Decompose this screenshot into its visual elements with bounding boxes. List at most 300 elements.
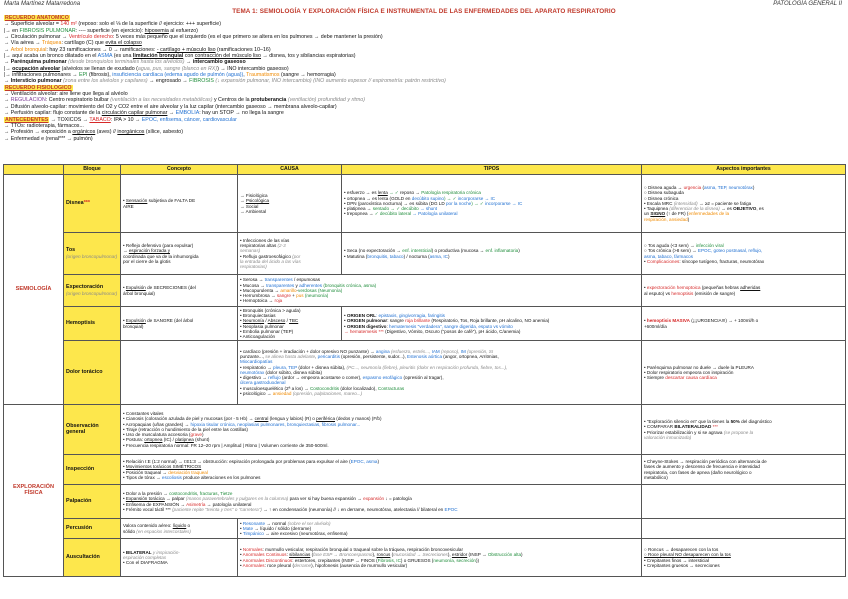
text-run: ○ Disnea aguda → bbox=[644, 184, 684, 190]
text-run: hipoxia tisular crónica, neoplasias pulmonares, bronquiectasias, fibrosis pulmonar... bbox=[190, 421, 361, 427]
text-run: (aves) // bbox=[95, 129, 118, 136]
text-run: FIBROSIS PULMONAR bbox=[19, 27, 76, 34]
text-run: reposo → bbox=[398, 190, 422, 196]
text-run: ) bbox=[291, 328, 294, 334]
text-run: ocupación alveolar bbox=[12, 65, 61, 72]
text-run: *** bbox=[83, 199, 90, 206]
text-run: inorgánicos bbox=[117, 129, 145, 136]
text-run: , bbox=[197, 490, 200, 496]
text-run: (manos paravertebrales y pulgares en la columna) bbox=[185, 496, 289, 502]
text-run: (Respiratorio, Tos, Roja brillante, pH alcalino, NO anemia) bbox=[430, 318, 550, 324]
text-run: metabólico bbox=[644, 474, 667, 480]
table-row bbox=[4, 307, 846, 341]
text-run: → bbox=[240, 192, 246, 198]
text-run: → Superficie alveolar = bbox=[4, 21, 61, 28]
text-run: Patología respiratoria crónica bbox=[421, 190, 481, 196]
text-run: (lengua y labios) (R) o bbox=[268, 416, 317, 422]
cause-cell bbox=[238, 307, 342, 341]
text-run: espasmo esofágico bbox=[362, 375, 403, 381]
text-run: • bbox=[123, 285, 126, 291]
text-run: fracturas bbox=[199, 490, 218, 496]
text-run: SIGNO bbox=[650, 211, 666, 217]
text-run: Tos bbox=[66, 247, 76, 254]
text-run: (en espacios intercostales) bbox=[135, 528, 191, 534]
notes-cell bbox=[642, 539, 846, 577]
text-run: (dolor + bbox=[297, 364, 316, 370]
text-run: acostarse bbox=[320, 375, 341, 381]
text-run: con bbox=[183, 53, 195, 60]
text-run: Expulsión bbox=[125, 285, 146, 291]
text-run: asma, TEP, neumotórax bbox=[704, 184, 753, 190]
text-run: murmullo vesicular bbox=[265, 546, 304, 552]
text-run: (esfuerzo, estrés..., bbox=[389, 348, 432, 354]
table-row bbox=[4, 519, 846, 539]
text-run: ), bbox=[311, 562, 316, 568]
text-run: escoliosis bbox=[161, 474, 182, 480]
text-run: ) bbox=[377, 458, 379, 464]
text-run: desviación traqueal bbox=[168, 469, 208, 475]
text-run: (dolor súbito, bbox=[264, 369, 294, 375]
text-run: Normales bbox=[242, 546, 263, 552]
text-run: → ≥2 = paciente se bbox=[697, 200, 740, 206]
text-run: y bbox=[692, 429, 698, 435]
concept-cell bbox=[121, 175, 238, 233]
types-cell bbox=[342, 175, 642, 233]
text-run: Ventrículo derecho bbox=[68, 34, 113, 41]
text-run: enfermedades de la bbox=[688, 211, 730, 217]
text-run: roja brillante bbox=[405, 318, 431, 324]
text-run: (↑ de FR) ( bbox=[665, 211, 689, 217]
text-run: EPOC bbox=[444, 506, 458, 512]
text-run: |→ en bbox=[4, 27, 20, 34]
text-run: roja bbox=[274, 298, 283, 304]
table-row bbox=[4, 455, 846, 485]
text-run: y bbox=[294, 282, 300, 288]
text-run: • Serosa → bbox=[240, 277, 265, 283]
cell-line bbox=[123, 475, 639, 480]
text-run: produce alteraciones en los pulmones bbox=[181, 474, 261, 480]
text-run: úlcera gastroduodenal bbox=[240, 380, 286, 386]
text-run: → TTOs: radioterapia, fármacos... bbox=[4, 122, 84, 129]
text-run: ) vs bbox=[662, 290, 672, 296]
cell-line bbox=[644, 324, 843, 329]
text-run: (angor, ortopnea, Arritmias, bbox=[442, 353, 499, 359]
text-run: Fisiológica bbox=[245, 192, 268, 198]
cause-cell bbox=[238, 175, 342, 233]
text-run: circulación capilar pulmonar bbox=[101, 110, 168, 117]
text-run: EPOC, goteo postnasal, reflujo, bbox=[697, 248, 763, 254]
text-run: Parénquima pulmonar no duele bbox=[646, 364, 711, 370]
text-run: , bbox=[737, 258, 740, 264]
text-run: disnea súbita bbox=[293, 369, 321, 375]
text-run: incorporarse → IC bbox=[483, 200, 523, 206]
text-run: musculatura accesoria bbox=[141, 432, 188, 438]
text-run: Hemoptisis bbox=[66, 319, 96, 326]
text-run: ○ Tos crónica (>8 sem) → bbox=[644, 248, 698, 254]
text-run: : espiración prolongada por bbox=[226, 458, 284, 464]
text-run: • trepopnea → bbox=[344, 211, 375, 217]
text-run: unilateral bbox=[232, 501, 252, 507]
text-run: ) → ✓ bbox=[471, 200, 484, 206]
text-run: Asimetría bbox=[186, 501, 206, 507]
text-run: hipofonesis bbox=[315, 562, 339, 568]
cell-line bbox=[123, 324, 235, 329]
text-run: Costocondritis bbox=[309, 385, 340, 391]
text-run: • bbox=[123, 426, 126, 432]
text-run: y Centros de la bbox=[212, 97, 252, 104]
text-run: • Herrumbrosa → bbox=[240, 293, 277, 299]
text-run: → ✓ bbox=[387, 190, 399, 196]
text-run: : bbox=[679, 258, 682, 264]
column-header: TIPOS bbox=[342, 165, 642, 175]
text-run: estabilización bbox=[665, 429, 693, 435]
text-run: → Vía aérea → bbox=[4, 40, 42, 47]
cell-line bbox=[123, 443, 639, 448]
text-run: RECUERDO ANATÓMICO bbox=[5, 15, 69, 21]
text-run: ✓ decúbito lateral bbox=[374, 211, 412, 217]
text-run: , bbox=[716, 258, 720, 264]
text-run: / espumosas bbox=[292, 277, 321, 283]
text-run: lenta bbox=[378, 195, 389, 201]
text-run: (para expulsar) bbox=[161, 242, 194, 248]
text-run: respiratorias) bbox=[240, 264, 267, 270]
text-run: ) / nocturna ( bbox=[403, 253, 430, 259]
text-run: Estenosis aórtica bbox=[407, 353, 443, 359]
text-run: |→ infiltraciones pulmonares → bbox=[4, 72, 79, 79]
text-run: ) o productiva (mucosa → bbox=[431, 248, 486, 254]
text-run: (crónica > aguda) bbox=[263, 307, 301, 313]
cell-line bbox=[123, 529, 235, 534]
text-run: ) → INO intercambio gaseoso) bbox=[217, 65, 289, 72]
text-run: • Matutina ( bbox=[344, 253, 368, 259]
cell-line bbox=[123, 507, 639, 512]
text-run: • psicológico → bbox=[240, 391, 273, 397]
cell-line bbox=[644, 563, 843, 568]
text-run: → bbox=[4, 46, 11, 53]
text-run: : bbox=[386, 323, 390, 329]
text-run: • ortopnea → es bbox=[344, 195, 379, 201]
text-run: → bbox=[154, 474, 162, 480]
text-run: → Enfermedad e (renal*** → pulmón) bbox=[4, 135, 93, 142]
wide-cell bbox=[121, 455, 642, 485]
text-run: → engrosado → bbox=[147, 78, 190, 85]
text-run: y inspiración- bbox=[151, 549, 180, 555]
block-cell bbox=[64, 485, 121, 519]
text-run: si se agrava bbox=[697, 429, 723, 435]
text-run: Árbol bronquial bbox=[10, 46, 47, 53]
text-run: (diferenciar de la disnea) bbox=[669, 206, 720, 212]
text-run: inhumorgida bbox=[173, 253, 199, 259]
text-run: IM bbox=[460, 348, 466, 354]
text-run: → bbox=[240, 203, 246, 209]
text-run: : epistaxis, gingivorragia, faringitis bbox=[376, 312, 445, 318]
text-run: • bbox=[644, 318, 647, 324]
text-run: (desde bronquiolos terminales hasta los alvéolos) bbox=[68, 59, 185, 66]
text-run: expansión bbox=[363, 496, 385, 502]
text-run: al esputo bbox=[644, 290, 663, 296]
text-run: Tráquea bbox=[41, 40, 62, 47]
text-run: Timpánico bbox=[242, 531, 264, 537]
text-run: bronquitis, tabaco bbox=[367, 253, 404, 259]
text-run: • Seca (no expectoración → bbox=[344, 248, 403, 254]
text-run: roce pleural bbox=[267, 562, 292, 568]
text-run: árbol bronquial) bbox=[123, 290, 155, 296]
text-run: neumotórax bbox=[739, 258, 765, 264]
text-run: Dolor torácico bbox=[66, 368, 103, 375]
cell-line bbox=[344, 211, 639, 216]
block-cell bbox=[64, 175, 121, 233]
text-run: asma, IC bbox=[429, 253, 449, 259]
text-run: (ventilación) profundidad y ritmo) bbox=[286, 97, 365, 104]
page-title: TEMA 1: SEMIOLOGÍA Y EXPLORACIÓN FÍSICA E INSTRUMENTAL DE LAS ENFERMEDADES DEL APARATO RESPIRATORIO bbox=[232, 8, 616, 15]
cell-line bbox=[123, 560, 235, 565]
text-run: (reposo), bbox=[439, 348, 461, 354]
text-run: (PC..., neumonía (fiebre), pleuritis (dolor en respiración profunda, fiebre, tos...), bbox=[346, 364, 508, 370]
cell-line bbox=[644, 375, 843, 380]
text-run: • Escala MRC bbox=[644, 200, 674, 206]
text-run: • bbox=[240, 323, 243, 329]
cell-line bbox=[240, 209, 339, 214]
text-run: Observación general bbox=[66, 423, 99, 435]
text-run: Contracturas bbox=[377, 385, 405, 391]
text-run: ( bbox=[310, 552, 314, 558]
text-run: • bbox=[123, 490, 126, 496]
text-run: ( bbox=[187, 432, 191, 438]
text-run: fatiga bbox=[739, 200, 752, 206]
text-run: Traumatismos bbox=[246, 72, 280, 79]
text-run: / bbox=[273, 525, 278, 531]
text-run: ASMA bbox=[97, 53, 113, 60]
text-run: hemoptisis bbox=[671, 290, 694, 296]
text-run: Percusión bbox=[66, 524, 93, 531]
text-run: (neumonía) // ↓ bbox=[307, 506, 341, 512]
text-run: sólido bbox=[123, 528, 136, 534]
cell-line bbox=[240, 563, 639, 568]
text-run: → es bbox=[719, 206, 734, 212]
text-run: (ardor → empeora bbox=[280, 375, 321, 381]
text-run: Complicaciones bbox=[646, 258, 680, 264]
text-run: → Circulación pulmonar → bbox=[4, 34, 69, 41]
cell-line bbox=[344, 254, 639, 259]
text-run: → bbox=[161, 469, 169, 475]
text-run: • bbox=[123, 198, 126, 204]
text-run: crepitantes bbox=[317, 557, 341, 563]
text-run: • DPN (paroxística nocturna) → es bbox=[344, 200, 416, 206]
text-run: del diagnóstico bbox=[741, 418, 772, 424]
text-run: subjetiva de FALTA DE bbox=[147, 198, 196, 204]
text-run: (dolor localizado), bbox=[339, 385, 378, 391]
text-run: : bbox=[264, 562, 268, 568]
text-run: • bbox=[240, 312, 243, 318]
column-header bbox=[4, 165, 64, 175]
text-run: • bbox=[644, 369, 647, 375]
text-run: ) bbox=[752, 184, 755, 190]
text-run: líquido bbox=[260, 525, 274, 531]
text-run: Valora contenido aéreo: bbox=[123, 523, 173, 529]
concept-cell bbox=[121, 539, 238, 577]
notes-cell bbox=[642, 275, 846, 307]
text-run: • bbox=[644, 258, 647, 264]
block-cell bbox=[64, 275, 121, 307]
types-cell bbox=[342, 307, 642, 341]
text-run: : bbox=[262, 546, 266, 552]
text-run: (fibrosis), bbox=[87, 72, 113, 79]
text-run: ) bbox=[320, 369, 322, 375]
text-run: RECUERDO FISIOLÓGICO bbox=[5, 84, 72, 91]
text-run: (shunt) bbox=[193, 437, 210, 443]
text-run: ), bbox=[372, 552, 377, 558]
wide-cell bbox=[121, 485, 642, 519]
text-run: ) bbox=[521, 552, 523, 558]
text-run: |→ aquí acaba un bronco dilatado en el bbox=[4, 53, 98, 60]
text-run: • bbox=[644, 364, 647, 370]
cell-line bbox=[240, 334, 339, 339]
text-run: • bbox=[123, 242, 126, 248]
text-run: pericarditis bbox=[317, 353, 340, 359]
text-run: • esfuerzo → es bbox=[344, 190, 378, 196]
text-run: verdosas bbox=[298, 287, 317, 293]
text-run: Obstrucción alta bbox=[487, 552, 522, 558]
text-run: Frecuencia respiratoria normal bbox=[125, 442, 189, 448]
text-run: transparentes bbox=[266, 282, 295, 288]
text-run: Dolor a la presión bbox=[125, 490, 162, 496]
types-cell bbox=[238, 519, 642, 539]
text-run: *** bbox=[164, 506, 173, 512]
notes-cell bbox=[642, 307, 846, 341]
text-run: • Constantes vitales bbox=[123, 410, 164, 416]
text-run: ) bbox=[666, 474, 668, 480]
cell-line bbox=[644, 217, 843, 222]
text-run: • Embolia pulmonar ( bbox=[240, 328, 283, 334]
text-run: ), bbox=[447, 552, 452, 558]
text-run: adheridas bbox=[740, 285, 761, 291]
text-run: • Priorizar bbox=[644, 429, 666, 435]
text-run: → bbox=[253, 525, 261, 531]
text-run: sibilancias bbox=[289, 552, 311, 558]
text-run: sólido bbox=[277, 525, 290, 531]
text-run: la entrada del ácido a las vías bbox=[240, 258, 301, 264]
text-run: • bbox=[240, 557, 243, 563]
table-row bbox=[4, 341, 846, 405]
cell-line bbox=[123, 259, 235, 264]
text-run: (ausencia de murmullo vesicular) bbox=[338, 562, 408, 568]
text-run: Absceso bbox=[267, 318, 286, 324]
text-run: ( bbox=[701, 184, 704, 190]
text-run: → intercambio gaseoso bbox=[184, 59, 246, 66]
text-run: amarillo bbox=[280, 287, 297, 293]
text-run: ( bbox=[291, 562, 294, 568]
text-run: → Parénquima pulmonar bbox=[4, 59, 69, 66]
text-run: de SANGRE (del árbol bbox=[145, 318, 194, 324]
text-run: OBJETIVO bbox=[733, 206, 757, 212]
text-run: ansiedad bbox=[669, 216, 688, 222]
notes-cell bbox=[642, 485, 846, 519]
text-run: Neoplasia bbox=[242, 323, 264, 329]
text-run: Mate bbox=[242, 525, 254, 531]
text-run: ANTECEDENTES bbox=[5, 116, 49, 123]
text-run: TEP bbox=[282, 328, 292, 334]
text-run: Tietze bbox=[220, 490, 233, 496]
notes-cell bbox=[642, 519, 846, 539]
text-run: coordinada bbox=[123, 253, 146, 259]
text-run: • bbox=[123, 458, 126, 464]
text-run: → Profesión → exposición a bbox=[4, 129, 73, 136]
block-cell bbox=[64, 405, 121, 455]
text-run: ) → ✓ bbox=[443, 195, 457, 201]
types-cell bbox=[238, 275, 642, 307]
text-run: derrame bbox=[294, 562, 312, 568]
text-run: grave bbox=[190, 432, 202, 438]
text-run: ↓ = patología bbox=[384, 496, 412, 502]
block-cell bbox=[64, 307, 121, 341]
cell-line bbox=[644, 259, 843, 264]
text-run: normal bbox=[272, 520, 287, 526]
text-run: se alinea hasta adelante bbox=[265, 353, 316, 359]
types-cell bbox=[238, 539, 642, 577]
text-run: (Digestivo, Vómito, Oscuro ("posos de café"), pH ácido, C/anemia) bbox=[383, 328, 521, 334]
text-run: → Intersticio pulmonar bbox=[4, 78, 64, 85]
text-run: • respiratorio → bbox=[240, 364, 274, 370]
text-run: (¡¡¡URGENCIA!!!) → + 100ml/h o bbox=[689, 318, 759, 324]
text-run: transparentes bbox=[264, 277, 293, 283]
cell-line bbox=[240, 298, 639, 303]
anatomy-physiology-notes bbox=[4, 15, 846, 163]
text-run: (Neumonía) bbox=[316, 287, 343, 293]
text-run: → bbox=[195, 458, 204, 464]
text-run: obstrucción bbox=[203, 458, 227, 464]
text-run: • bbox=[123, 496, 126, 502]
text-run: enf. intersticial bbox=[402, 248, 432, 254]
text-run: disnea súbita bbox=[315, 364, 343, 370]
text-run: • bbox=[240, 525, 243, 531]
text-run: , bbox=[217, 490, 221, 496]
text-run: • "Exploración silencio en" que la tienes la bbox=[644, 418, 731, 424]
text-run: Reflejo defensivo bbox=[125, 242, 162, 248]
text-run: • bbox=[123, 442, 126, 448]
text-run: • Taquipnea bbox=[644, 206, 670, 212]
text-run: Relación I:E bbox=[125, 458, 151, 464]
text-run: (dedos y manos) (F/b) bbox=[335, 416, 382, 422]
text-run: ○ Disnea subaguda bbox=[644, 190, 684, 196]
text-run: |→ bbox=[4, 65, 13, 72]
text-run: : Centro respiratorio bulbar bbox=[45, 97, 111, 104]
text-run: roncus bbox=[376, 552, 391, 558]
block-subtitle: (origen broncopulmonar) bbox=[66, 290, 118, 296]
text-run: insuficiencia cardíaca (edema agudo de pulmón (agua)) bbox=[112, 72, 244, 79]
text-run: ○ Roncus → desaparecen con la tos bbox=[644, 546, 719, 552]
text-run: → patología bbox=[205, 501, 233, 507]
text-run: • Acropaquias (uñas grandes) → bbox=[123, 421, 191, 427]
text-run: urgencia bbox=[683, 184, 702, 190]
text-run: reflujo bbox=[268, 375, 281, 381]
text-run: • Siempre bbox=[644, 375, 666, 381]
text-run: ○ Disnea crónica bbox=[644, 195, 679, 201]
text-run: ○ Roce pleural NO desaparecen con la tos bbox=[644, 552, 731, 558]
text-run: ( bbox=[390, 552, 394, 558]
text-run: de EXPANSIÓN → bbox=[145, 501, 187, 507]
text-run: líquido bbox=[172, 523, 187, 529]
text-run: ○ Tos aguda (<3 sem) → bbox=[644, 242, 696, 248]
cell-line bbox=[240, 531, 639, 536]
text-run: empeora con bbox=[682, 369, 712, 375]
text-run: Tipos de tórax bbox=[125, 474, 155, 480]
text-run: (opresión al tragar), bbox=[402, 375, 444, 381]
text-run: // bbox=[415, 506, 421, 512]
text-run: Fibrosis, IC bbox=[377, 557, 401, 563]
text-run: → Difusión alveolo-capilar: movimiento del O2 y CO2 entre el aire alveolar y la luz capilar (intercambio gaseoso → membrana alveolo-capilar) bbox=[4, 103, 337, 110]
column-header: CAUSA bbox=[238, 165, 342, 175]
text-run: orgánicos bbox=[72, 129, 96, 136]
